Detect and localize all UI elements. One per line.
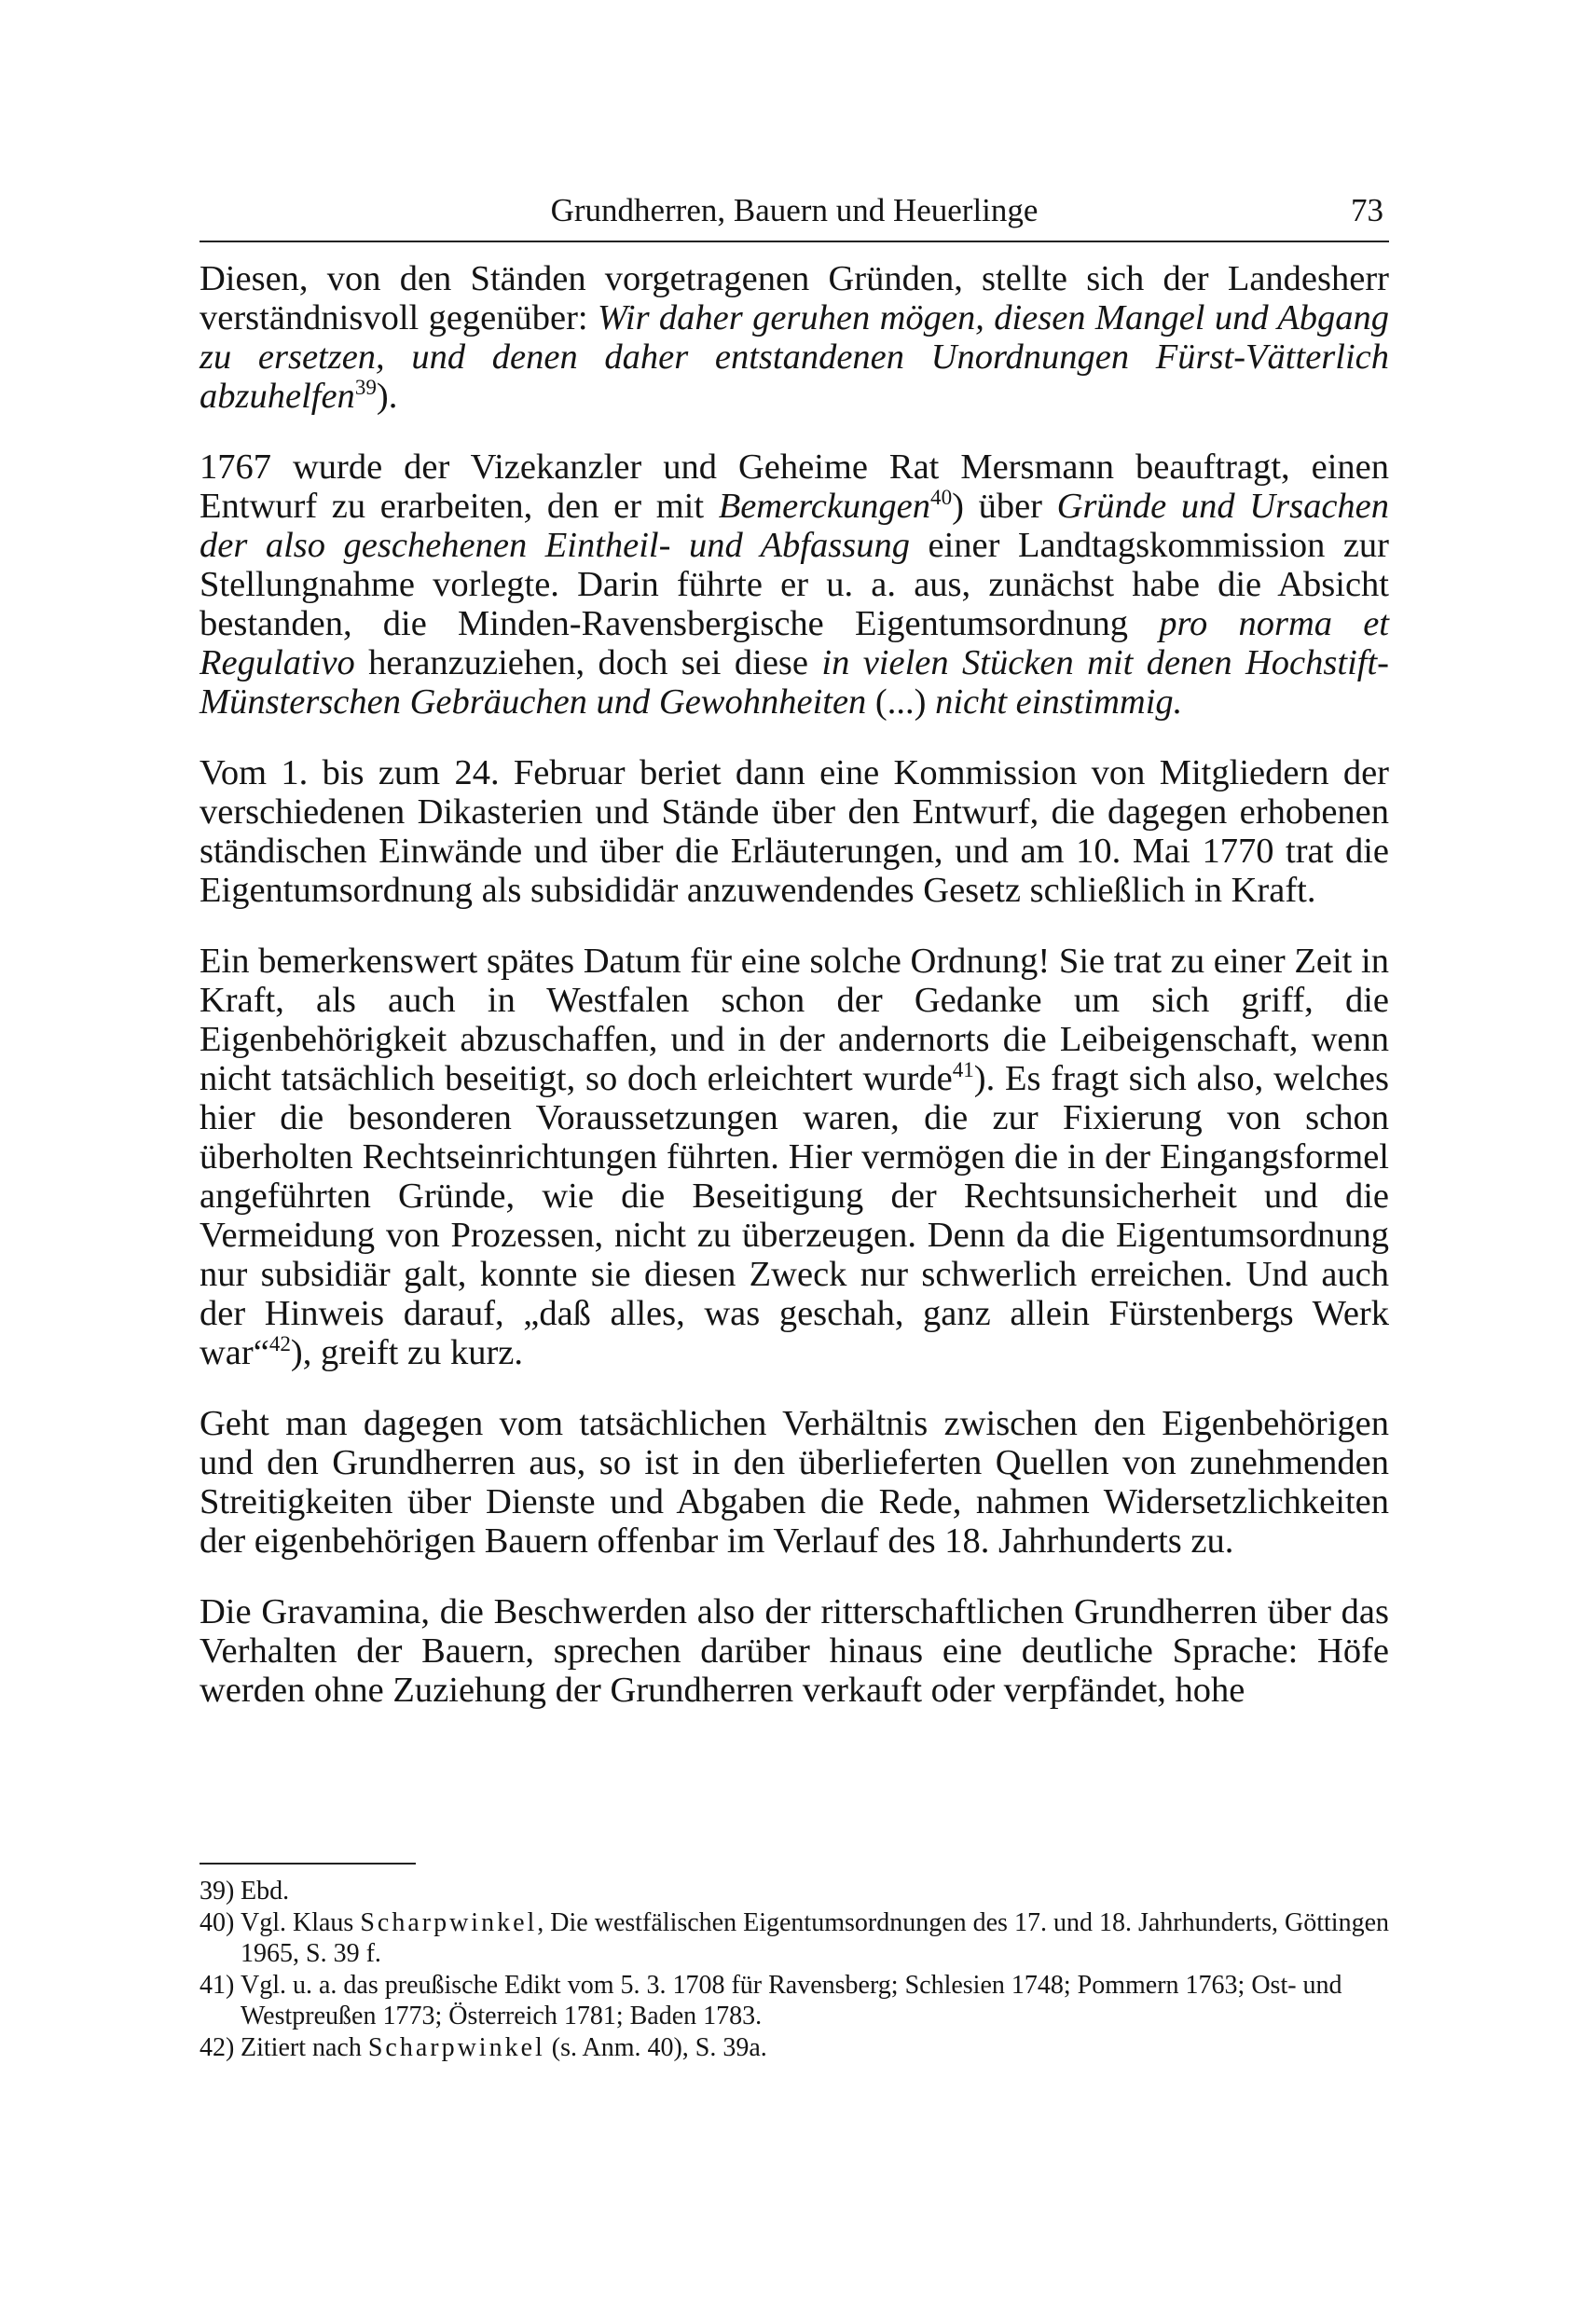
footnote-ref: 41 [952, 1057, 974, 1082]
footnote-text [241, 1970, 1389, 2031]
text-run: ) über [952, 487, 1057, 526]
text-run: einer Landtagskommission zur Stellungnahme vorlegte. Darin führte er u. a. aus, zunächst habe die Absicht bestanden, die Minden-Ravensbergische Eigentumsordnung [200, 526, 1389, 643]
paragraph-2 [200, 447, 1389, 722]
footnote-42 [200, 2032, 1389, 2063]
footnote-ref: 40 [930, 485, 953, 510]
footnote-40 [200, 1907, 1389, 1969]
text-run: Diesen, von den Ständen vorgetragenen Gründen, stellte sich der Landesherr verständnisvoll gegenüber: [200, 259, 1389, 337]
header-rule [200, 241, 1389, 242]
quote-italic: in vielen Stücken mit denen Hochstift-Münsterschen Gebräuchen und Gewohnheiten [200, 643, 1389, 722]
footnote-mark: 42) [200, 2033, 235, 2062]
text-run: Zitiert nach [241, 2033, 368, 2062]
author-name: Scharpwinkel [367, 2033, 545, 2062]
footnotes [200, 1876, 1389, 2064]
text-run: Vgl. u. a. das preußische Edikt vom 5. 3. 1708 für Ravensberg; Schlesien 1748; Pommern 1763; Ost- und Westpreußen 1773; Österreich 1781; Baden 1783. [241, 1971, 1342, 2030]
page-number: 73 [1351, 192, 1383, 228]
footnote-text [241, 1907, 1389, 1969]
text-run: heranzuziehen, doch sei diese [354, 643, 822, 682]
quote-italic: nicht einstimmig. [935, 682, 1183, 722]
quote-italic: Gründe und Ursachen der also geschehenen Eintheil- und Abfassung [200, 487, 1389, 565]
footnote-mark: 41) [200, 1971, 235, 2000]
running-title: Grundherren, Bauern und Heuerlinge [550, 192, 1039, 228]
text-run: Ebd. [241, 1877, 290, 1906]
paragraph-1 [200, 259, 1389, 416]
author-name: Scharpwinkel [360, 1908, 538, 1937]
footnote-rule [200, 1863, 416, 1865]
footnote-text [241, 1876, 1389, 1906]
quote-italic: Bemerckungen [718, 487, 931, 526]
book-page [200, 0, 1389, 2312]
text-run: ). [376, 377, 398, 416]
paragraph-5: Geht man dagegen vom tatsächlichen Verhältnis zwischen den Eigenbehörigen und den Grundherren aus, so ist in den überlieferten Quellen von zunehmenden Streitigkeiten über Dienste und Abgaben die Rede, nahmen Widersetzlichkeiten der eigenbehörigen Bauern offenbar im Verlauf des 18. Jahrhunderts zu. [200, 1404, 1389, 1561]
footnote-ref: 39 [354, 375, 377, 400]
quote-italic: Wir daher geruhen mögen, diesen Mangel und Abgang zu ersetzen, und denen daher entstandenen Unordnungen Fürst-Vätterlich abzuhelfen [200, 298, 1390, 416]
text-run: 1767 wurde der Vizekanzler und Geheime Rat Mersmann beauftragt, einen Entwurf zu erarbeiten, den er mit [200, 447, 1389, 526]
footnote-text [241, 2032, 1389, 2063]
footnote-39 [200, 1876, 1389, 1906]
footnote-mark: 39) [200, 1877, 235, 1906]
text-run: (...) [866, 682, 936, 722]
paragraph-4 [200, 942, 1389, 1372]
text-run: Ein bemerkenswert spätes Datum für eine solche Ordnung! Sie trat zu einer Zeit in Kraft, als auch in Westfalen schon der Gedanke um sich griff, die Eigenbehörigkeit abzuschaffen, und in der andernorts die Leibeigenschaft, wenn nicht tatsächlich beseitigt, so doch erleichtert wurde [200, 942, 1389, 1098]
text-run: ), greift zu kurz. [290, 1333, 523, 1372]
footnote-41 [200, 1970, 1389, 2031]
paragraph-3: Vom 1. bis zum 24. Februar beriet dann eine Kommission von Mitgliedern der verschiedenen Dikasterien und Stände über den Entwurf, die dagegen erhobenen ständischen Einwände und über die Erläuterungen, und am 10. Mai 1770 trat die Eigentumsordnung als subsididär anzuwendendes Gesetz schließlich in Kraft. [200, 753, 1389, 910]
quote-italic: pro norma et Regulativo [200, 604, 1389, 682]
text-run: ). Es fragt sich also, welches hier die besonderen Voraussetzungen waren, die zur Fixierung von schon überholten Rechtseinrichtungen führten. Hier vermögen die in der Eingangsformel angeführten Gründe, wie die Beseitigung der Rechtsunsicherheit und die Vermeidung von Prozessen, nicht zu überzeugen. Denn da die Eigentumsordnung nur subsidiär galt, konnte sie diesen Zweck nur schwerlich erreichen. Und auch der Hinweis darauf, „daß alles, was geschah, ganz allein Fürstenbergs Werk war“ [200, 1059, 1389, 1372]
footnote-mark: 40) [200, 1908, 235, 1937]
footnote-ref: 42 [268, 1331, 291, 1356]
text-run: (s. Anm. 40), S. 39a. [544, 2033, 767, 2062]
text-run: , Die westfälischen Eigentumsordnungen des 17. und 18. Jahrhunderts, Göttingen 1965, S. 39 f. [241, 1908, 1390, 1968]
running-header [200, 190, 1389, 231]
paragraph-6: Die Gravamina, die Beschwerden also der ritterschaftlichen Grundherren über das Verhalten der Bauern, sprechen darüber hinaus eine deutliche Sprache: Höfe werden ohne Zuziehung der Grundherren verkauft oder verpfändet, hohe [200, 1592, 1389, 1710]
text-run: Vgl. Klaus [241, 1908, 361, 1937]
body-text [200, 259, 1389, 1741]
